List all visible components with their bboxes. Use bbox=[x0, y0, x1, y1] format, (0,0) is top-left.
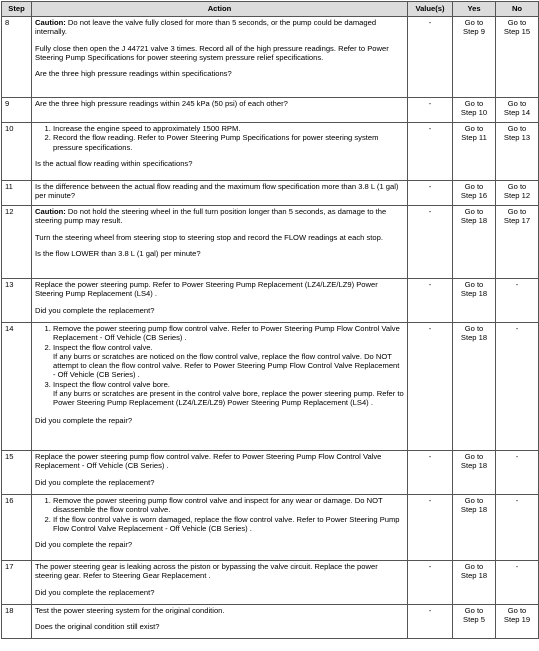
yes-link[interactable]: Go to Step 16 bbox=[453, 181, 496, 206]
table-row bbox=[2, 279, 539, 323]
question-text: Did you complete the replacement? bbox=[35, 305, 155, 315]
action-cell bbox=[32, 17, 408, 98]
yes-link[interactable]: Go to Step 18 bbox=[453, 451, 496, 495]
action-cell bbox=[32, 495, 408, 561]
step-number: 11 bbox=[2, 181, 32, 206]
action-text: Fully close then open the J 44721 valve 3 times. Record all of the high pressure readings. Refer to Power Steering Pump Specifications for power steering system pressure relief specifications. bbox=[35, 43, 389, 62]
header-no: No bbox=[496, 2, 539, 17]
action-text: The power steering gear is leaking across the piston or bypassing the valve circuit. Replace the power steering gear. Refer to Steering Gear Replacement . bbox=[35, 562, 378, 581]
no-link[interactable]: Go to Step 13 bbox=[496, 123, 539, 181]
yes-link[interactable]: Go to Step 18 bbox=[453, 323, 496, 451]
yes-link[interactable]: Go to Step 9 bbox=[453, 17, 496, 98]
value-cell: - bbox=[408, 495, 453, 561]
list-item: 1. Increase the engine speed to approximately 1500 RPM. bbox=[53, 124, 404, 133]
table-row bbox=[2, 605, 539, 639]
question-text: Are the three high pressure readings within specifications? bbox=[35, 69, 232, 78]
yes-link[interactable]: Go to Step 11 bbox=[453, 123, 496, 181]
no-link[interactable]: Go to Step 12 bbox=[496, 181, 539, 206]
step-number: 9 bbox=[2, 98, 32, 123]
caution-note bbox=[35, 207, 404, 226]
table-row bbox=[2, 98, 539, 123]
value-cell: - bbox=[408, 98, 453, 123]
value-cell: - bbox=[408, 206, 453, 279]
action-cell bbox=[32, 451, 408, 495]
list-item: 2. Record the flow reading. Refer to Power Steering Pump Specifications for power steering system pressure specifications. bbox=[53, 133, 404, 152]
value-cell: - bbox=[408, 279, 453, 323]
action-steps-list bbox=[35, 324, 404, 407]
no-link[interactable]: Go to Step 19 bbox=[496, 605, 539, 639]
table-row bbox=[2, 323, 539, 451]
question-text: Does the original condition still exist? bbox=[35, 622, 160, 632]
list-item: 2. If the flow control valve is worn damaged, replace the flow control valve. Refer to Power Steering Pump Flow Control Valve Replacement - Off Vehicle (CB Series) . bbox=[53, 515, 404, 534]
step-number: 14 bbox=[2, 323, 32, 451]
caution-text: Do not hold the steering wheel in the full turn position longer than 5 seconds, as damage to the steering pump may result. bbox=[35, 207, 387, 226]
question-text: Did you complete the repair? bbox=[35, 416, 133, 426]
action-text: Replace the power steering pump. Refer to Power Steering Pump Replacement (LZ4/LZE/LZ9) Power Steering Pump Replacement (LS4) . bbox=[35, 280, 378, 299]
action-steps-list bbox=[35, 124, 404, 152]
value-cell: - bbox=[408, 605, 453, 639]
value-cell: - bbox=[408, 17, 453, 98]
step-number: 8 bbox=[2, 17, 32, 98]
step-number: 10 bbox=[2, 123, 32, 181]
table-row bbox=[2, 123, 539, 181]
header-values: Value(s) bbox=[408, 2, 453, 17]
yes-link[interactable]: Go to Step 18 bbox=[453, 206, 496, 279]
action-cell bbox=[32, 98, 408, 123]
action-steps-list bbox=[35, 496, 404, 533]
yes-link[interactable]: Go to Step 18 bbox=[453, 279, 496, 323]
yes-link[interactable]: Go to Step 5 bbox=[453, 605, 496, 639]
no-value: - bbox=[496, 451, 539, 495]
diagnostic-table bbox=[1, 1, 539, 639]
table-row bbox=[2, 495, 539, 561]
no-value: - bbox=[496, 495, 539, 561]
step-number: 17 bbox=[2, 561, 32, 605]
caution-text: Do not leave the valve fully closed for more than 5 seconds, or the pump could be damaged internally. bbox=[35, 18, 377, 37]
no-link[interactable]: Go to Step 15 bbox=[496, 17, 539, 98]
table-row bbox=[2, 206, 539, 279]
caution-note bbox=[35, 18, 404, 37]
action-cell bbox=[32, 605, 408, 639]
header-step: Step bbox=[2, 2, 32, 17]
list-item-subtext: If any burrs or scratches are noticed on the flow control valve, replace the flow control valve. Do NOT attempt to clean the flow control valve. Refer to Power Steering Pump Flow Control Valve Replacement - Off Vehicle (CB Series) . bbox=[53, 351, 400, 380]
action-cell bbox=[32, 206, 408, 279]
step-number: 18 bbox=[2, 605, 32, 639]
question-text: Is the actual flow reading within specifications? bbox=[35, 158, 193, 168]
no-value: - bbox=[496, 561, 539, 605]
action-cell bbox=[32, 561, 408, 605]
value-cell: - bbox=[408, 451, 453, 495]
yes-link[interactable]: Go to Step 10 bbox=[453, 98, 496, 123]
question-text: Did you complete the repair? bbox=[35, 540, 133, 549]
question-text: Are the three high pressure readings within 245 kPa (50 psi) of each other? bbox=[35, 99, 288, 108]
caution-label: Caution: bbox=[35, 18, 66, 27]
step-number: 12 bbox=[2, 206, 32, 279]
question-text: Did you complete the replacement? bbox=[35, 587, 155, 597]
value-cell: - bbox=[408, 323, 453, 451]
yes-link[interactable]: Go to Step 18 bbox=[453, 561, 496, 605]
table-row bbox=[2, 17, 539, 98]
caution-label: Caution: bbox=[35, 207, 66, 216]
table-row bbox=[2, 451, 539, 495]
list-item bbox=[53, 324, 404, 343]
table-header-row bbox=[2, 2, 539, 17]
table-row bbox=[2, 181, 539, 206]
action-cell bbox=[32, 123, 408, 181]
action-cell bbox=[32, 323, 408, 451]
header-action: Action bbox=[32, 2, 408, 17]
action-text: Replace the power steering pump flow control valve. Refer to Power Steering Pump Flow Control Valve Replacement - Off Vehicle (CB Series) . bbox=[35, 452, 382, 471]
value-cell: - bbox=[408, 561, 453, 605]
header-yes: Yes bbox=[453, 2, 496, 17]
value-cell: - bbox=[408, 181, 453, 206]
list-item-text: Remove the power steering pump flow control valve. Refer to Power Steering Pump Flow Control Valve Replacement - Off Vehicle (CB Series) . bbox=[53, 324, 400, 343]
yes-link[interactable]: Go to Step 18 bbox=[453, 495, 496, 561]
step-number: 15 bbox=[2, 451, 32, 495]
list-item-text: Inspect the flow control valve bore. bbox=[53, 379, 170, 389]
list-item bbox=[53, 380, 404, 408]
list-item-text: Inspect the flow control valve. bbox=[53, 342, 153, 352]
action-text: Test the power steering system for the original condition. bbox=[35, 606, 225, 615]
list-item: 1. Remove the power steering pump flow control valve and inspect for any wear or damage. Do NOT disassemble the flow control valve. bbox=[53, 496, 404, 515]
list-item bbox=[53, 343, 404, 380]
question-text: Did you complete the replacement? bbox=[35, 477, 155, 487]
no-value: - bbox=[496, 279, 539, 323]
table-row bbox=[2, 561, 539, 605]
step-number: 13 bbox=[2, 279, 32, 323]
no-link[interactable]: Go to Step 17 bbox=[496, 206, 539, 279]
question-text: Is the difference between the actual flow reading and the maximum flow specification more than 3.8 L (1 gal) per minute? bbox=[35, 182, 399, 201]
question-text: Is the flow LOWER than 3.8 L (1 gal) per minute? bbox=[35, 248, 201, 258]
no-value: - bbox=[496, 323, 539, 451]
list-item-subtext: If any burrs or scratches are present in the control valve bore, replace the power steering pump. Refer to Power Steering Pump Replacement (LZ4/LZE/LZ9) Power Steering Pump Replacement (LS4) . bbox=[53, 388, 404, 407]
action-cell bbox=[32, 181, 408, 206]
step-number: 16 bbox=[2, 495, 32, 561]
action-cell bbox=[32, 279, 408, 323]
value-cell: - bbox=[408, 123, 453, 181]
no-link[interactable]: Go to Step 14 bbox=[496, 98, 539, 123]
action-text: Turn the steering wheel from steering stop to steering stop and record the FLOW readings at each stop. bbox=[35, 232, 383, 242]
